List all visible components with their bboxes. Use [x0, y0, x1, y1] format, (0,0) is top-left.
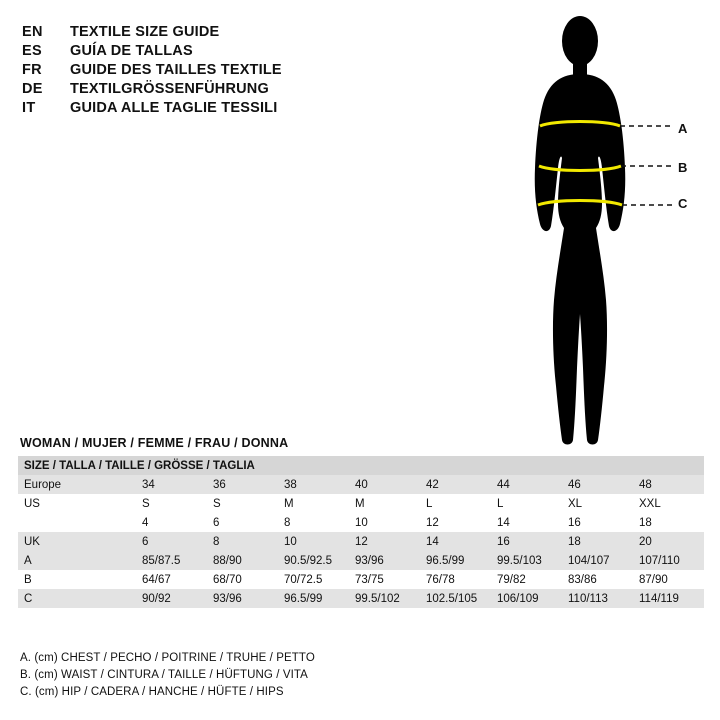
table-header-row [18, 456, 704, 475]
row-cell: 96.5/99 [278, 589, 349, 608]
row-cell: 96.5/99 [420, 551, 491, 570]
title-row [22, 81, 492, 97]
row-cell: 38 [278, 475, 349, 494]
measure-label-b: B [678, 160, 688, 175]
row-label [18, 513, 136, 532]
row-label: C [18, 589, 136, 608]
row-cell: 99.5/102 [349, 589, 420, 608]
title-text: GUIDA ALLE TAGLIE TESSILI [70, 100, 278, 116]
row-cell: 104/107 [562, 551, 633, 570]
row-cell: 18 [633, 513, 704, 532]
row-cell: M [349, 494, 420, 513]
row-cell: L [491, 494, 562, 513]
row-cell: 93/96 [207, 589, 278, 608]
row-label: UK [18, 532, 136, 551]
row-cell: 6 [136, 532, 207, 551]
row-cell: 36 [207, 475, 278, 494]
size-table-block [18, 436, 704, 608]
row-cell: 10 [349, 513, 420, 532]
row-label: Europe [18, 475, 136, 494]
row-cell: 14 [420, 532, 491, 551]
row-cell: 8 [278, 513, 349, 532]
row-cell: 90/92 [136, 589, 207, 608]
size-header-cell: SIZE / TALLA / TAILLE / GRÖSSE / TAGLIA [18, 456, 704, 475]
language-code: EN [22, 24, 43, 40]
row-cell: 16 [491, 532, 562, 551]
row-cell: XL [562, 494, 633, 513]
row-cell: 6 [207, 513, 278, 532]
size-table [18, 456, 704, 608]
row-cell: 85/87.5 [136, 551, 207, 570]
row-cell: 4 [136, 513, 207, 532]
title-text: GUÍA DE TALLAS [70, 43, 193, 59]
row-cell: S [136, 494, 207, 513]
row-cell: S [207, 494, 278, 513]
table-row [18, 513, 704, 532]
row-cell: 20 [633, 532, 704, 551]
title-block [22, 24, 492, 119]
measure-label-c: C [678, 196, 688, 211]
title-row [22, 43, 492, 59]
row-cell: 14 [491, 513, 562, 532]
row-cell: 106/109 [491, 589, 562, 608]
row-cell: 42 [420, 475, 491, 494]
row-label: US [18, 494, 136, 513]
row-cell: 93/96 [349, 551, 420, 570]
title-text: TEXTILE SIZE GUIDE [70, 24, 220, 40]
table-row [18, 589, 704, 608]
row-cell: 73/75 [349, 570, 420, 589]
language-code: DE [22, 81, 43, 97]
female-silhouette-icon [496, 8, 712, 448]
row-cell: 70/72.5 [278, 570, 349, 589]
row-cell: 114/119 [633, 589, 704, 608]
table-row [18, 532, 704, 551]
footnote-b: B. (cm) WAIST / CINTURA / TAILLE / HÜFTUNG / VITA [20, 669, 308, 681]
row-cell: 68/70 [207, 570, 278, 589]
figure-block [496, 8, 712, 448]
row-cell: 88/90 [207, 551, 278, 570]
row-cell: 18 [562, 532, 633, 551]
row-cell: 44 [491, 475, 562, 494]
row-cell: 102.5/105 [420, 589, 491, 608]
table-row [18, 570, 704, 589]
table-row [18, 551, 704, 570]
row-cell: XXL [633, 494, 704, 513]
row-cell: 12 [349, 532, 420, 551]
row-cell: 79/82 [491, 570, 562, 589]
footnote-c: C. (cm) HIP / CADERA / HANCHE / HÜFTE / HIPS [20, 686, 284, 698]
language-code: ES [22, 43, 42, 59]
title-row [22, 24, 492, 40]
row-label: B [18, 570, 136, 589]
row-cell: 83/86 [562, 570, 633, 589]
row-cell: 110/113 [562, 589, 633, 608]
language-code: IT [22, 100, 36, 116]
row-cell: 76/78 [420, 570, 491, 589]
row-cell: 8 [207, 532, 278, 551]
row-cell: 10 [278, 532, 349, 551]
row-cell: 107/110 [633, 551, 704, 570]
row-cell: 99.5/103 [491, 551, 562, 570]
row-label: A [18, 551, 136, 570]
row-cell: 48 [633, 475, 704, 494]
measure-label-a: A [678, 121, 688, 136]
title-text: GUIDE DES TAILLES TEXTILE [70, 62, 282, 78]
group-header: WOMAN / MUJER / FEMME / FRAU / DONNA [20, 436, 289, 450]
row-cell: 87/90 [633, 570, 704, 589]
title-row [22, 62, 492, 78]
row-cell: 46 [562, 475, 633, 494]
row-cell: 34 [136, 475, 207, 494]
table-row [18, 494, 704, 513]
table-row [18, 475, 704, 494]
row-cell: 40 [349, 475, 420, 494]
row-cell: M [278, 494, 349, 513]
title-text: TEXTILGRÖSSENFÜHRUNG [70, 81, 269, 97]
footnotes-block [20, 652, 620, 703]
footnote-a: A. (cm) CHEST / PECHO / POITRINE / TRUHE / PETTO [20, 652, 315, 664]
row-cell: 16 [562, 513, 633, 532]
row-cell: 90.5/92.5 [278, 551, 349, 570]
language-code: FR [22, 62, 42, 78]
row-cell: L [420, 494, 491, 513]
title-row [22, 100, 492, 116]
row-cell: 12 [420, 513, 491, 532]
row-cell: 64/67 [136, 570, 207, 589]
